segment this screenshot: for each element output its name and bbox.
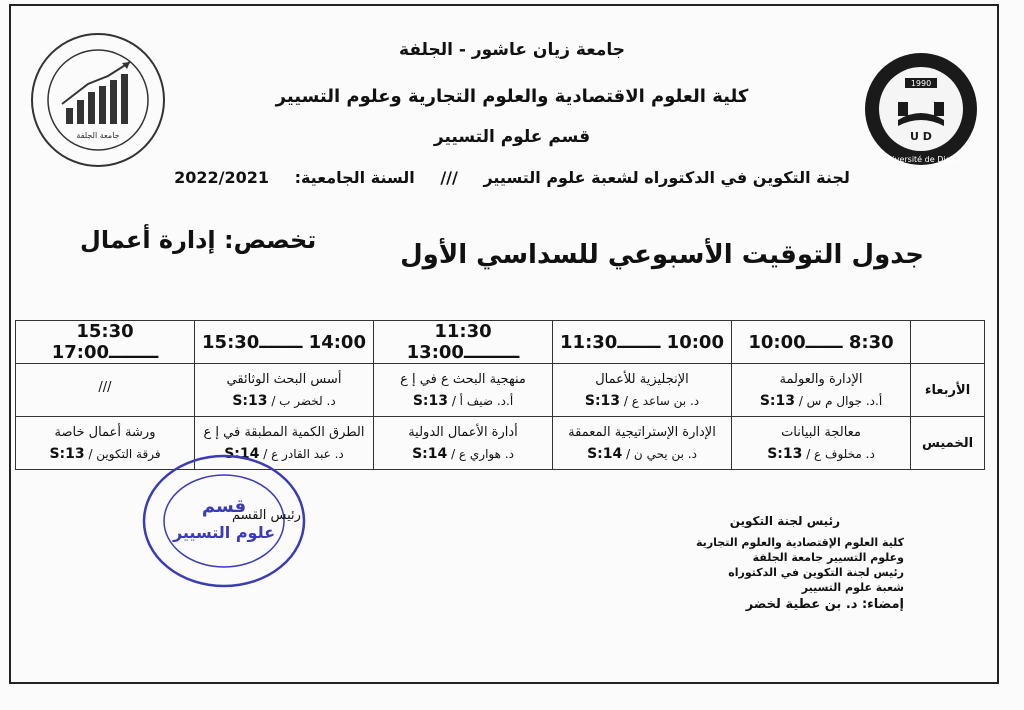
signature-line: كلية العلوم الإقتصادية والعلوم التجارية xyxy=(696,536,904,549)
time-header-row xyxy=(16,321,985,364)
svg-text:قسم: قسم xyxy=(201,496,247,517)
course-name: أدارة الأعمال الدولية xyxy=(408,424,518,440)
university-logo xyxy=(858,50,984,168)
course-cell xyxy=(374,417,553,470)
course-cell xyxy=(553,417,732,470)
signature-heading: رئيس لجنة التكوين xyxy=(729,514,840,528)
course-name: أسس البحث الوثائقي xyxy=(226,371,342,387)
teacher: د. مخلوف ع / xyxy=(806,446,875,461)
committee-name: لجنة التكوين في الدكتوراه لشعبة علوم التسيير xyxy=(483,168,850,187)
svg-text:علوم التسيير: علوم التسيير xyxy=(172,523,276,542)
room: S:13 xyxy=(232,392,268,409)
course-cell xyxy=(374,364,553,417)
faculty-name: كلية العلوم الاقتصادية والعلوم التجارية وعلوم التسيير xyxy=(275,86,749,107)
teacher: د. هواري ع / xyxy=(451,446,514,461)
svg-text:U D: U D xyxy=(910,130,932,143)
teacher: أ.د. ضيف أ / xyxy=(451,393,514,408)
teacher: فرقة التكوين / xyxy=(88,446,161,461)
signature-line: شعبة علوم التسيير xyxy=(801,581,904,594)
course-name: معالجة البيانات xyxy=(781,424,861,440)
course-name: منهجية البحث ع في إ ع xyxy=(400,371,526,387)
room: S:13 xyxy=(759,392,795,409)
page-title: جدول التوقيت الأسبوعي للسداسي الأول xyxy=(400,240,924,270)
teacher: د. بن ساعد ع / xyxy=(623,393,700,408)
room: S:13 xyxy=(49,445,85,462)
committee-line xyxy=(0,168,1024,187)
timetable xyxy=(15,320,985,470)
year-label: السنة الجامعية: xyxy=(294,168,415,187)
university-name: جامعة زيان عاشور - الجلفة xyxy=(399,40,625,60)
signature-name: إمضاء: د. بن عطية لخضر xyxy=(745,597,904,612)
signature-line: وعلوم التسيير جامعة الجلفة xyxy=(752,551,904,564)
time-slot: 11:30 ـــــــــ13:00 xyxy=(374,321,553,364)
separator: /// xyxy=(440,168,458,187)
department-head-label: رئيس القسم xyxy=(232,508,301,523)
time-slot: 10:00 ـــــــ11:30 xyxy=(553,321,732,364)
course-cell xyxy=(732,417,911,470)
course-name: /// xyxy=(98,379,112,395)
teacher: د. لخضر ب / xyxy=(271,393,336,408)
room: S:14 xyxy=(224,445,260,462)
time-slot: 14:00 ـــــــ15:30 xyxy=(195,321,374,364)
svg-text:جامعة الجلفة: جامعة الجلفة xyxy=(76,131,120,140)
course-name: الإدارة الإستراتيجية المعمقة xyxy=(568,424,716,440)
year-value: 2022/2021 xyxy=(174,168,269,187)
teacher: أ.د. جوال م س / xyxy=(798,393,883,408)
time-slot: 15:30 ــــــــ17:00 xyxy=(16,321,195,364)
day-row-wednesday xyxy=(16,364,985,417)
time-slot: 8:30 ــــــ10:00 xyxy=(732,321,911,364)
corner-cell xyxy=(911,321,985,364)
room: S:14 xyxy=(587,445,623,462)
department-name: قسم علوم التسيير xyxy=(433,127,591,147)
course-name: الإنجليزية للأعمال xyxy=(595,371,689,387)
room: S:13 xyxy=(584,392,621,409)
specialty: تخصص: إدارة أعمال xyxy=(80,226,317,254)
day-label: الخميس xyxy=(911,417,985,470)
signature-block xyxy=(696,514,904,612)
course-cell xyxy=(16,364,195,417)
room: S:13 xyxy=(412,392,448,409)
course-cell xyxy=(732,364,911,417)
room: S:13 xyxy=(767,445,803,462)
course-name: الإدارة والعولمة xyxy=(779,371,863,387)
course-name: ورشة أعمال خاصة xyxy=(54,424,156,440)
teacher: د. عبد القادر ع / xyxy=(263,446,344,461)
svg-text:Université de Djelfa: Université de Djelfa xyxy=(881,155,961,164)
course-cell xyxy=(553,364,732,417)
teacher: د. بن يحي ن / xyxy=(626,446,697,461)
course-cell xyxy=(195,364,374,417)
room: S:14 xyxy=(412,445,448,462)
signature-line: رئيس لجنة التكوين في الدكتوراه xyxy=(728,566,904,579)
course-name: الطرق الكمية المطبقة في إ ع xyxy=(203,424,365,440)
svg-text:1990: 1990 xyxy=(910,79,932,88)
day-label: الأربعاء xyxy=(911,364,985,417)
